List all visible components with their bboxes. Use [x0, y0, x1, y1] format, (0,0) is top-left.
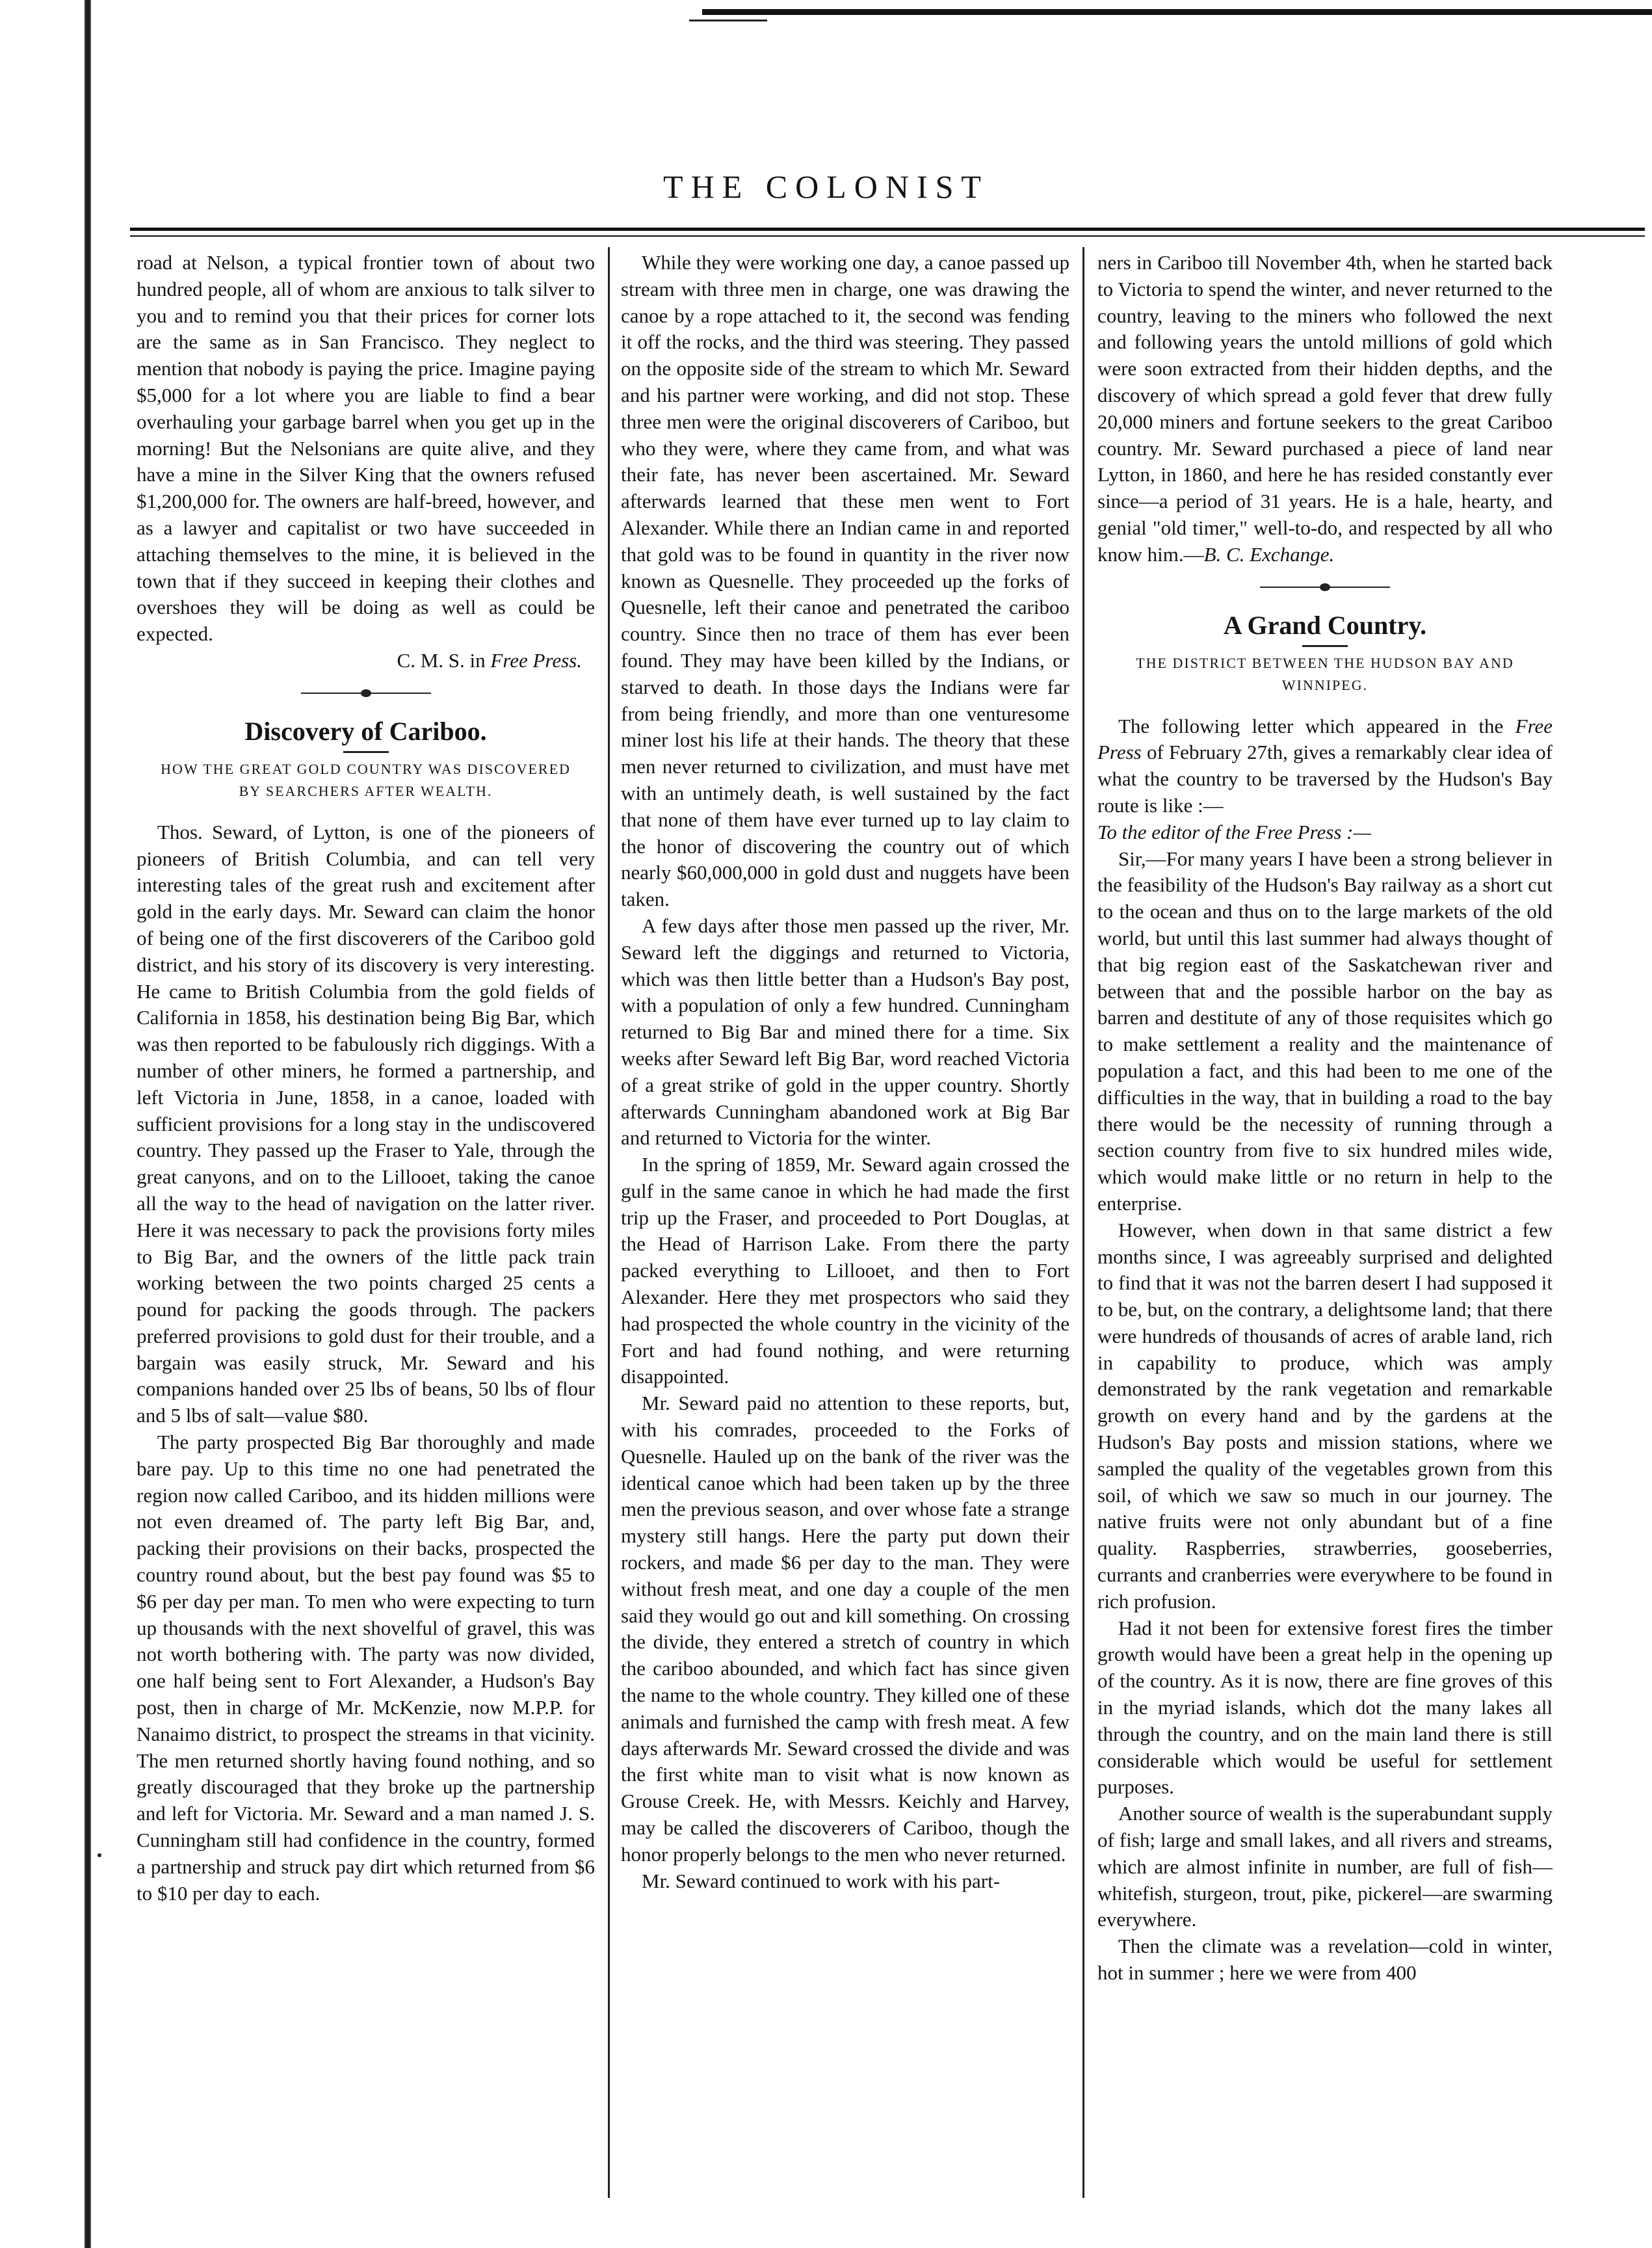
byline — [137, 648, 595, 674]
column-3 — [1097, 250, 1553, 1987]
paragraph — [1097, 713, 1553, 819]
section-ornament — [1260, 583, 1390, 592]
paragraph: Thos. Seward, of Lytton, is one of the pioneers of pioneers of British Columbia, and can tell very interesting tales of the great rush and excitement after gold in the early days. Mr. Seward can claim the honor of being one of the first discoverers of the Cariboo gold district, and his story of its discovery is very interesting. He came to British Columbia from the gold fields of California in 1858, his destination being Big Bar, which was then reported to be fabulously rich diggings. With a number of other miners, he formed a partnership, and left Victoria in June, 1858, in a canoe, loaded with sufficient provisions for a long stay in the undiscovered country. They passed up the Fraser to Yale, through the great canyons, and on to the Lillooet, taking the canoe all the way to the head of navigation on the latter river. Here it was necessary to pack the provisions forty miles to Big Bar, and the owners of the little pack train working between the two points charged 25 cents a pound for packing the goods through. The packers preferred provisions to gold dust for their trouble, and a bargain was easily struck, Mr. Seward and his companions handed over 25 lbs of beans, 50 lbs of flour and 5 lbs of salt—value $80. — [137, 820, 595, 1427]
paragraph-text: The following letter which appeared in the — [1118, 714, 1504, 737]
masthead: THE COLONIST — [663, 168, 989, 205]
paragraph: road at Nelson, a typical frontier town of about two hundred people, all of whom are anxious to talk silver to you and to remind you that their prices for corner lots are the same as in San Francisco. They neglect to mention that nobody is paying the price. Imagine paying $5,000 for a lot where you are liable to find a bear overhauling your garbage barrel when you get up in the morning! But the Nelsonians are quite alive, and they have a mine in the Silver King that the owners refused $1,200,000 for. The owners are half-breed, however, and as a lawyer and capitalist or two have succeeded in attaching themselves to the mine, it is believed in the town that if they succeed in keeping their clothes and overshoes they will be doing as well as could be expected. — [137, 251, 595, 646]
paragraph: Sir,—For many years I have been a strong believer in the feasibility of the Hudson's Bay railway as a short cut to the ocean and thus on to the large markets of the old world, but until this last summer had always thought of that big region east of the Saskatchewan river and between that and the possible harbor on the bay as barren and destitute of any of those requisites which go to make settlement a reality and the maintenance of population a fact, and this had been to me one of the difficulties in the way, that in building a road to the bay there would be the necessity of running through a section country from five to six hundred miles wide, which would make little or no return in help to the enterprise. — [1097, 847, 1553, 1215]
column-separator — [1082, 247, 1084, 2198]
paragraph: Another source of wealth is the superabundant supply of fish; large and small lakes, and all rivers and streams, which are almost infinite in number, are full of fish—whitefish, sturgeon, trout, pike, pickerel—are swarming everywhere. — [1097, 1802, 1553, 1931]
byline-author: C. M. S. in — [397, 648, 486, 672]
masthead-rule — [130, 228, 1645, 231]
headline-rule — [1302, 645, 1348, 647]
section-ornament — [301, 689, 431, 698]
newspaper-name: Free Press — [1097, 714, 1553, 764]
paragraph: Mr. Seward paid no attention to these reports, but, with his comrades, proceeded to the Forks of Quesnelle. Hauled up on the bank of the river was the identical canoe which had been taken up by the three men the previous season, and over whose fate a strange mystery still hangs. Here the party put down their rockers, and made $6 per day to the man. They were without fresh meat, and one day a couple of the men said they would go out and kill something. On crossing the divide, they entered a stretch of country in which the cariboo abounded, and which fact has since given the name to the whole country. They killed one of these animals and furnished the camp with fresh meat. A few days afterwards Mr. Seward crossed the divide and was the first white man to visit what is now known as Grouse Creek. He, with Messrs. Keichly and Harvey, may be called the discoverers of Cariboo, though the honor properly belongs to the men who never returned. — [621, 1392, 1069, 1866]
top-rule — [702, 9, 1652, 15]
masthead-rule-thin — [130, 235, 1645, 237]
paragraph: Then the climate was a revelation—cold in winter, hot in summer ; here we were from 400 — [1097, 1935, 1553, 1985]
column-separator — [608, 247, 610, 2198]
top-rule-thin — [689, 20, 767, 21]
article-deck: HOW THE GREAT GOLD COUNTRY WAS DISCOVERED BY SEARCHERS AFTER WEALTH. — [161, 760, 571, 799]
column-2 — [621, 250, 1069, 1894]
paragraph: Mr. Seward continued to work with his part- — [642, 1869, 1001, 1892]
page-binding-edge — [85, 0, 91, 2248]
headline-rule — [343, 751, 389, 753]
paragraph: While they were working one day, a canoe passed up stream with three men in charge, one was drawing the canoe by a rope attached to it, the second was fending it off the rocks, and the third was steering. They passed on the opposite side of the stream to which Mr. Seward and his partner were working, and did not stop. These three men were the original discoverers of Cariboo, but who they were, where they came from, and what was their fate, has never been ascertained. Mr. Seward afterwards learned that these men went to Fort Alexander. While there an Indian came in and reported that gold was to be found in quantity in the river now known as Quesnelle. They proceeded up the forks of Quesnelle, left their canoe and penetrated the cariboo country. Since then no trace of them has ever been found. They may have been killed by the Indians, or starved to death. In those days the Indians were far from being friendly, and more than one venturesome miner lost his life at their hands. The theory that these men never returned to civilization, and must have met with an untimely death, is well sustained by the fact that none of them have ever turned up to lay claim to the honor of discovering the country out of which nearly $60,000,000 in gold dust and nuggets have been taken. — [621, 251, 1069, 911]
paragraph-text: ners in Cariboo till November 4th, when he started back to Victoria to spend the winter, and never returned to the country, leaving to the miners who followed the next and following years the untold millions of gold which were soon extracted from their hidden depths, and the discovery of which spread a gold fever that drew fully 20,000 miners and fortune seekers to the great Cariboo country. Mr. Seward purchased a piece of land near Lytton, in 1860, and here he has resided constantly ever since—a period of 31 years. He is a hale, hearty, and genial "old timer," well-to-do, and respected by all who know him.— — [1097, 251, 1553, 566]
paragraph-text: of February 27th, gives a remarkably clear idea of what the country to be traversed by the Hudson's Bay route is like :— — [1097, 741, 1553, 817]
article-headline: A Grand Country. — [1223, 610, 1427, 640]
article-deck: THE DISTRICT BETWEEN THE HUDSON BAY AND WINNIPEG. — [1136, 654, 1514, 693]
byline-source: B. C. Exchange. — [1203, 542, 1335, 566]
paragraph — [1097, 250, 1553, 568]
salutation — [1097, 819, 1553, 846]
print-speck — [98, 1853, 101, 1857]
paragraph: However, when down in that same district a few months since, I was agreeably surprised and delighted to find that it was not the barren desert I had supposed it to be, but, on the contrary, a delightsome land; that there were hundreds of thousands of acres of arable land, rich in capability to produce, which was amply demonstrated by the rank vegetation and remarkable growth on every hand and by the gardens at the Hudson's Bay posts and mission stations, where we sampled the quality of the vegetables grown from this soil, of which we saw so much in our journey. The native fruits were not only abundant but of a fine quality. Raspberries, strawberries, gooseberries, currants and cranberries were everywhere to be found in rich profusion. — [1097, 1218, 1553, 1613]
article-headline: Discovery of Cariboo. — [244, 716, 487, 746]
paragraph: The party prospected Big Bar thoroughly and made bare pay. Up to this time no one had penetrated the region now called Cariboo, and its hidden millions were not even dreamed of. The party left Big Bar, and, packing their provisions on their backs, prospected the country round about, but the best pay found was $5 to $6 per day per man. To men who were expecting to turn up thousands with the next shovelful of gravel, this was not worth bothering with. The party was now divided, one half being sent to Fort Alexander, a Hudson's Bay post, then in charge of Mr. McKenzie, now M.P.P. for Nanaimo district, to prospect the streams in that vicinity. The men returned shortly having found nothing, and so greatly discouraged that they broke up the partnership and left for Victoria. Mr. Seward and a man named J. S. Cunningham still had confidence in the country, formed a partnership and struck pay dirt which returned from $6 to $10 per day to each. — [137, 1431, 595, 1905]
paragraph: A few days after those men passed up the river, Mr. Seward left the diggings and returned to Victoria, which was then little better than a Hudson's Bay post, with a population of only a few hundred. Cunningham returned to Big Bar and mined there for a time. Six weeks after Seward left Big Bar, word reached Victoria of a great strike of gold in the upper country. Shortly afterwards Cunningham abandoned work at Big Bar and returned to Victoria for the winter. — [621, 914, 1069, 1150]
paragraph: Had it not been for extensive forest fires the timber growth would have been a great help in the opening up of the country. As it is now, there are fine groves of this in the myriad islands, which dot the many lakes all through the country, and on the main land there is still considerable which would be useful for settlement purposes. — [1097, 1616, 1553, 1799]
paragraph: In the spring of 1859, Mr. Seward again crossed the gulf in the same canoe in which he had made the first trip up the Fraser, and proceeded to Port Douglas, at the Head of Harrison Lake. From there the party packed everything to Lillooet, and then to Fort Alexander. Here they met prospectors who said they had prospected the whole country in the vicinity of the Fort and had found nothing, and were returning disappointed. — [621, 1153, 1069, 1388]
byline-source: Free Press. — [490, 648, 582, 672]
salutation-text: To the editor of the Free Press :— — [1097, 820, 1372, 843]
column-1 — [137, 250, 595, 1907]
